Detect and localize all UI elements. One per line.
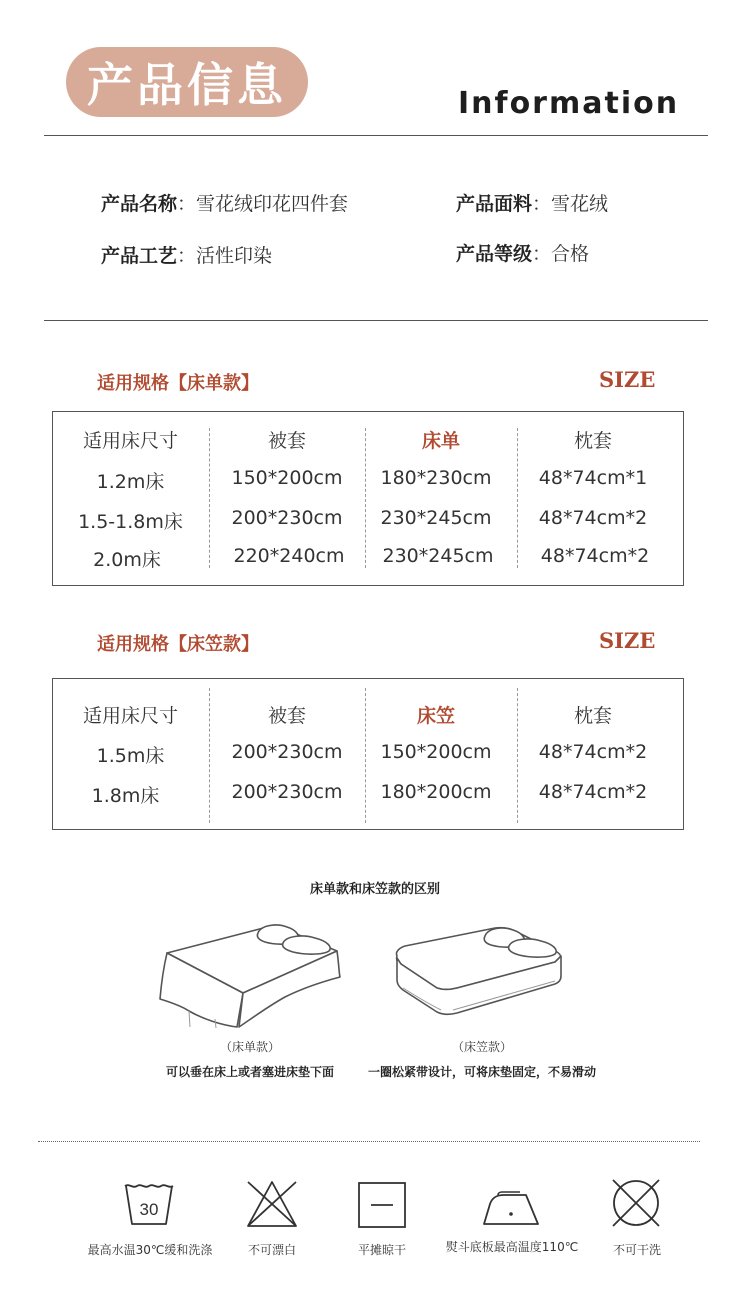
table-cell: 1.2m床 bbox=[96, 471, 165, 493]
table-cell: 200*230cm bbox=[231, 741, 343, 763]
divider bbox=[44, 135, 708, 136]
fitted-sheet-bed-illustration bbox=[385, 918, 570, 1018]
section-title-cn: 产品信息 bbox=[87, 58, 287, 112]
table-header: 床单 bbox=[421, 430, 460, 452]
table-header: 被套 bbox=[267, 430, 306, 452]
table-cell: 48*74cm*2 bbox=[540, 545, 650, 567]
product-fabric-label: 产品面料 bbox=[456, 193, 533, 215]
sheet-size-en: SIZE bbox=[599, 367, 656, 392]
sheet-size-title: 适用规格【床单款】 bbox=[97, 373, 259, 394]
product-grade: 产品等级：合格 bbox=[456, 243, 590, 265]
table-cell: 1.5-1.8m床 bbox=[78, 511, 183, 533]
section-title-badge bbox=[66, 47, 308, 117]
table-header: 枕套 bbox=[573, 705, 612, 727]
table-header: 被套 bbox=[267, 705, 306, 727]
table-header: 适用床尺寸 bbox=[82, 430, 178, 452]
product-grade-label: 产品等级 bbox=[456, 243, 533, 265]
product-grade-value: 合格 bbox=[551, 243, 590, 265]
product-process: 产品工艺：活性印染 bbox=[101, 245, 273, 267]
table-cell: 48*74cm*2 bbox=[538, 741, 648, 763]
dotted-divider bbox=[38, 1141, 700, 1142]
table-cell: 230*245cm bbox=[380, 507, 492, 529]
divider bbox=[44, 320, 708, 321]
product-fabric: 产品面料：雪花绒 bbox=[456, 193, 609, 215]
product-process-label: 产品工艺 bbox=[101, 245, 178, 267]
care-label-iron: 熨斗底板最高温度110℃ bbox=[445, 1240, 579, 1254]
iron-low-icon bbox=[480, 1190, 542, 1228]
table-cell: 220*240cm bbox=[233, 545, 345, 567]
diagram-title: 床单款和床笠款的区别 bbox=[309, 882, 440, 897]
table-cell: 150*200cm bbox=[231, 467, 343, 489]
sheet-description: 可以垂在床上或者塞进床垫下面 bbox=[165, 1065, 334, 1079]
table-header: 床笠 bbox=[416, 705, 455, 727]
product-process-value: 活性印染 bbox=[196, 245, 273, 267]
table-cell: 150*200cm bbox=[380, 741, 492, 763]
table-cell: 48*74cm*2 bbox=[538, 507, 648, 529]
table-cell: 230*245cm bbox=[382, 545, 494, 567]
care-label-no-bleach: 不可漂白 bbox=[247, 1243, 296, 1257]
table-cell: 1.8m床 bbox=[91, 785, 160, 807]
table-header: 枕套 bbox=[573, 430, 612, 452]
care-label-flat-dry: 平摊晾干 bbox=[357, 1243, 406, 1257]
flat-dry-icon bbox=[356, 1180, 408, 1230]
product-name: 产品名称：雪花绒印花四件套 bbox=[101, 193, 349, 215]
section-title-en: Information bbox=[458, 86, 680, 121]
product-name-label: 产品名称 bbox=[101, 193, 178, 215]
fitted-description: 一圈松紧带设计，可将床垫固定，不易滑动 bbox=[367, 1065, 596, 1079]
fitted-size-title: 适用规格【床笠款】 bbox=[97, 634, 259, 655]
table-cell: 1.5m床 bbox=[96, 745, 165, 767]
table-cell: 48*74cm*2 bbox=[538, 781, 648, 803]
wash-temperature: 30 bbox=[139, 1200, 159, 1219]
product-name-value: 雪花绒印花四件套 bbox=[196, 193, 349, 215]
flat-sheet-bed-illustration bbox=[155, 915, 350, 1035]
care-label-wash: 最高水温30℃缓和洗涤 bbox=[87, 1243, 213, 1257]
table-cell: 200*230cm bbox=[231, 781, 343, 803]
sheet-caption: （床单款） bbox=[219, 1040, 280, 1054]
table-cell: 2.0m床 bbox=[93, 549, 161, 571]
wash-30-icon bbox=[122, 1182, 176, 1228]
fitted-size-en: SIZE bbox=[599, 628, 656, 653]
fitted-caption: （床笠款） bbox=[451, 1040, 512, 1054]
table-cell: 180*200cm bbox=[380, 781, 492, 803]
table-header: 适用床尺寸 bbox=[82, 705, 178, 727]
table-cell: 200*230cm bbox=[231, 507, 343, 529]
table-cell: 180*230cm bbox=[380, 467, 492, 489]
product-fabric-value: 雪花绒 bbox=[551, 193, 609, 215]
table-cell: 48*74cm*1 bbox=[538, 467, 648, 489]
no-dry-clean-icon bbox=[609, 1176, 663, 1230]
no-bleach-icon bbox=[245, 1178, 299, 1230]
care-label-no-dry-clean: 不可干洗 bbox=[612, 1243, 661, 1257]
